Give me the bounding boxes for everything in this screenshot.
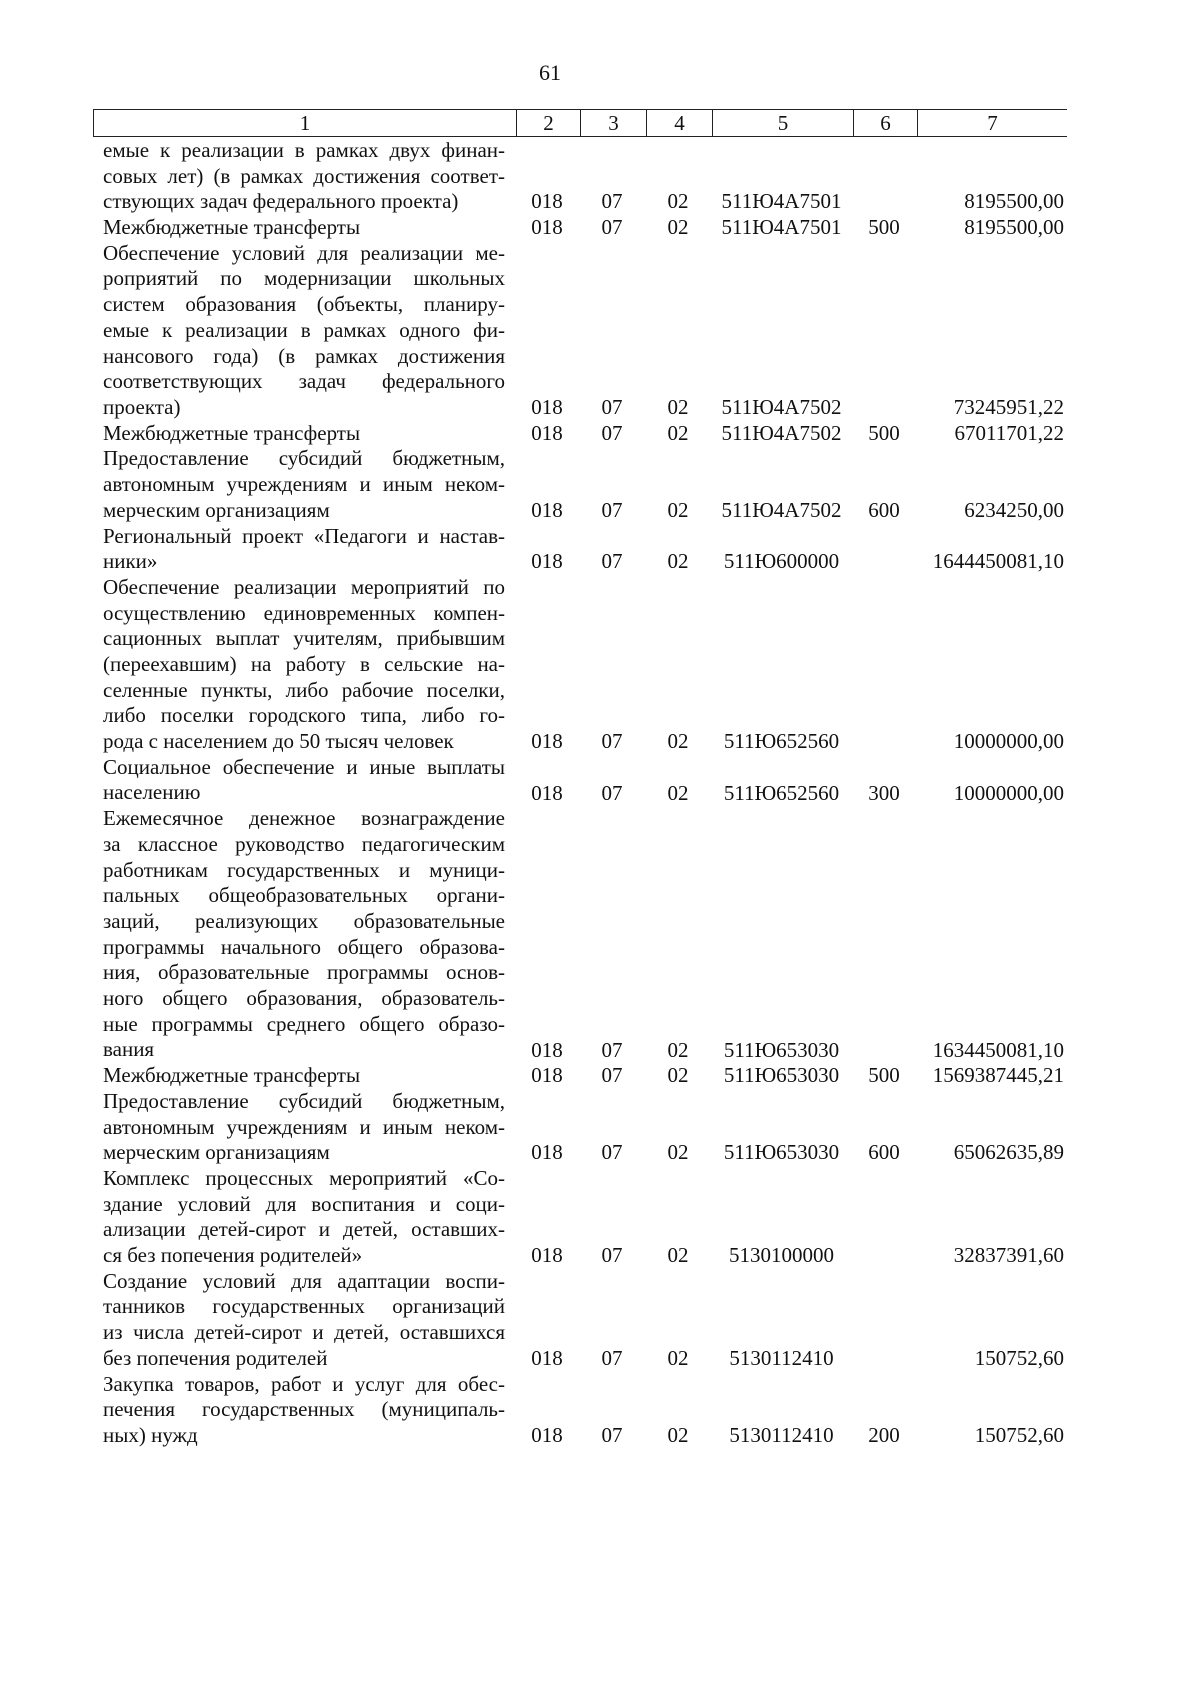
col-4-subsection: 02 <box>667 1243 689 1268</box>
description-line: Предоставление субсидий бюджетным, <box>103 1088 505 1113</box>
row-description <box>103 575 505 755</box>
col-3-section: 07 <box>601 780 623 805</box>
col-7-amount: 1569387445,21 <box>932 1063 1064 1088</box>
description-line: соответствующих задач федерального <box>103 369 505 394</box>
col-3-section: 07 <box>601 729 623 754</box>
row-description <box>103 215 505 241</box>
col-5-target-article: 511Ю4А7502 <box>721 395 842 419</box>
col-7-amount: 67011701,22 <box>954 420 1064 445</box>
table-row <box>0 806 1100 1063</box>
description-line: систем образования (объекты, планиру- <box>103 292 505 317</box>
col-6-expense-type: 600 <box>868 497 900 522</box>
description-line: роприятий по модернизации школьных <box>103 266 505 291</box>
description-line: селенные пункты, либо рабочие поселки, <box>103 677 505 702</box>
col-3-section: 07 <box>601 549 623 574</box>
header-col-6: 6 <box>854 110 918 136</box>
table-row <box>0 215 1100 241</box>
row-description <box>103 1372 505 1449</box>
col-2-code: 018 <box>531 780 563 805</box>
col-5-target-article: 511Ю4А7502 <box>721 420 842 445</box>
table-row <box>0 241 1100 421</box>
col-7-amount: 10000000,00 <box>953 780 1064 805</box>
description-line: печения государственных (муниципаль- <box>103 1397 505 1422</box>
col-6-expense-type: 500 <box>868 1063 900 1088</box>
row-description <box>103 524 505 575</box>
description-line: Межбюджетные трансферты <box>103 215 361 240</box>
col-6-expense-type <box>852 1038 916 1064</box>
description-line: мерческим организациям <box>103 497 330 522</box>
description-line: танников государственных организаций <box>103 1294 505 1319</box>
col-7-amount: 8195500,00 <box>964 189 1064 214</box>
description-line: работникам государственных и муници- <box>103 857 505 882</box>
description-line: здание условий для воспитания и соци- <box>103 1191 505 1216</box>
description-line: ники» <box>103 549 158 574</box>
row-description <box>103 138 505 215</box>
description-line: ализации детей-сирот и детей, оставших- <box>103 1217 505 1242</box>
col-5-target-article: 511Ю4А7501 <box>721 189 842 214</box>
col-3-section: 07 <box>601 215 623 240</box>
col-7-amount: 6234250,00 <box>964 497 1064 522</box>
description-line: совых лет) (в рамках достижения соответ- <box>103 163 505 188</box>
col-2-code: 018 <box>531 395 563 419</box>
col-2-code: 018 <box>531 1140 563 1165</box>
table-row <box>0 421 1100 447</box>
col-3-section: 07 <box>601 395 623 419</box>
col-2-code: 018 <box>531 1243 563 1268</box>
description-line: вания <box>103 1037 155 1062</box>
row-description <box>103 446 505 523</box>
description-line: пальных общеобразовательных органи- <box>103 883 505 908</box>
description-line: емые к реализации в рамках двух финан- <box>103 138 505 162</box>
table-row <box>0 575 1100 755</box>
col-4-subsection: 02 <box>667 215 689 240</box>
header-col-5: 5 <box>713 110 854 136</box>
col-7-amount: 73245951,22 <box>953 395 1064 419</box>
description-line: Обеспечение условий для реализации ме- <box>103 240 505 265</box>
col-6-expense-type <box>852 1243 916 1269</box>
col-3-section: 07 <box>601 497 623 522</box>
row-description <box>103 1269 505 1372</box>
col-5-target-article: 511Ю652560 <box>723 729 840 754</box>
col-6-expense-type: 300 <box>868 780 900 805</box>
description-line: Обеспечение реализации мероприятий по <box>103 574 505 599</box>
col-6-expense-type: 500 <box>868 420 900 445</box>
col-7-amount: 1634450081,10 <box>932 1037 1064 1062</box>
col-7-amount: 150752,60 <box>974 1345 1064 1370</box>
col-2-code: 018 <box>531 549 563 574</box>
table-row <box>0 755 1100 806</box>
table-row <box>0 138 1100 215</box>
col-7-amount: 150752,60 <box>974 1423 1064 1447</box>
col-6-expense-type: 500 <box>868 215 900 240</box>
row-description <box>103 421 505 447</box>
description-line: Социальное обеспечение и иные выплаты <box>103 754 505 779</box>
col-5-target-article: 511Ю4А7501 <box>721 215 842 240</box>
description-line: рода с населением до 50 тысяч человек <box>103 729 454 754</box>
header-col-3: 3 <box>581 110 647 136</box>
description-line: Межбюджетные трансферты <box>103 1063 361 1088</box>
col-3-section: 07 <box>601 1345 623 1370</box>
table-row <box>0 524 1100 575</box>
table-row <box>0 1372 1100 1449</box>
col-6-expense-type <box>852 549 916 575</box>
row-description <box>103 1089 505 1166</box>
description-line: Закупка товаров, работ и услуг для обес- <box>103 1371 505 1396</box>
col-4-subsection: 02 <box>667 1423 689 1447</box>
header-col-7: 7 <box>987 111 998 135</box>
col-3-section: 07 <box>601 1423 623 1447</box>
col-6-expense-type <box>852 729 916 755</box>
col-3-section: 07 <box>601 1140 623 1165</box>
col-5-target-article: 5130112410 <box>729 1345 834 1370</box>
row-description <box>103 1166 505 1269</box>
col-6-expense-type <box>852 189 916 215</box>
description-line: ния, образовательные программы основ- <box>103 960 505 985</box>
header-col-1: 1 <box>94 110 517 136</box>
description-line: Комплекс процессных мероприятий «Со- <box>103 1166 505 1190</box>
col-4-subsection: 02 <box>667 1140 689 1165</box>
col-5-target-article: 511Ю653030 <box>723 1140 840 1165</box>
description-line: Региональный проект «Педагоги и настав- <box>103 523 505 548</box>
col-7-amount: 32837391,60 <box>953 1243 1064 1268</box>
col-3-section: 07 <box>601 420 623 445</box>
description-line: без попечения родителей <box>103 1345 328 1370</box>
table-row <box>0 1063 1100 1089</box>
page-number: 61 <box>539 60 561 85</box>
col-4-subsection: 02 <box>667 420 689 445</box>
description-line: автономным учреждениям и иным неком- <box>103 1114 505 1139</box>
description-line: емые к реализации в рамках одного фи- <box>103 317 505 342</box>
col-4-subsection: 02 <box>667 1037 689 1062</box>
col-3-section: 07 <box>601 1037 623 1062</box>
table-row <box>0 1269 1100 1372</box>
header-col-2: 2 <box>517 110 581 136</box>
col-2-code: 018 <box>531 1063 563 1088</box>
col-5-target-article: 511Ю652560 <box>723 780 840 805</box>
col-6-expense-type: 600 <box>868 1140 900 1165</box>
col-4-subsection: 02 <box>667 497 689 522</box>
description-line: нансового года) (в рамках достижения <box>103 343 505 368</box>
col-5-target-article: 511Ю653030 <box>723 1037 840 1062</box>
col-2-code: 018 <box>531 420 563 445</box>
description-line: Предоставление субсидий бюджетным, <box>103 446 505 471</box>
col-6-expense-type <box>852 395 916 421</box>
description-line: ного общего образования, образователь- <box>103 986 505 1010</box>
description-line: автономным учреждениям и иным неком- <box>103 472 505 497</box>
col-3-section: 07 <box>601 1063 623 1088</box>
col-7-amount: 10000000,00 <box>953 729 1064 754</box>
description-line: Межбюджетные трансферты <box>103 420 361 445</box>
description-line: осуществлению единовременных компен- <box>103 600 505 625</box>
col-7-amount: 1644450081,10 <box>932 549 1064 574</box>
col-5-target-article: 511Ю653030 <box>723 1063 840 1088</box>
col-2-code: 018 <box>531 497 563 522</box>
col-4-subsection: 02 <box>667 395 689 419</box>
col-4-subsection: 02 <box>667 549 689 574</box>
header-col-4: 4 <box>647 110 713 136</box>
row-description <box>103 755 505 806</box>
col-2-code: 018 <box>531 215 563 240</box>
col-4-subsection: 02 <box>667 780 689 805</box>
col-3-section: 07 <box>601 189 623 214</box>
col-4-subsection: 02 <box>667 1345 689 1370</box>
row-description <box>103 241 505 421</box>
col-5-target-article: 5130112410 <box>729 1423 834 1447</box>
description-line: программы начального общего образова- <box>103 934 505 959</box>
description-line: мерческим организациям <box>103 1140 330 1165</box>
col-4-subsection: 02 <box>667 189 689 214</box>
col-3-section: 07 <box>601 1243 623 1268</box>
description-line: из числа детей-сирот и детей, оставшихся <box>103 1320 505 1345</box>
description-line: за классное руководство педагогическим <box>103 831 505 856</box>
row-description <box>103 806 505 1063</box>
description-line: проекта) <box>103 394 181 419</box>
table-row <box>0 1166 1100 1269</box>
description-line: сационных выплат учителям, прибывшим <box>103 626 505 651</box>
col-2-code: 018 <box>531 1423 563 1447</box>
description-line: ные программы среднего общего образо- <box>103 1011 505 1036</box>
col-6-expense-type <box>852 1346 916 1372</box>
description-line: ных) нужд <box>103 1422 198 1447</box>
col-6-expense-type: 200 <box>868 1423 900 1447</box>
col-2-code: 018 <box>531 1037 563 1062</box>
col-7-amount: 65062635,89 <box>953 1140 1064 1165</box>
col-5-target-article: 511Ю4А7502 <box>721 497 842 522</box>
col-2-code: 018 <box>531 189 563 214</box>
description-line: либо поселки городского типа, либо го- <box>103 703 505 728</box>
table-row <box>0 446 1100 523</box>
description-line: Создание условий для адаптации воспи- <box>103 1268 505 1293</box>
col-5-target-article: 5130100000 <box>729 1243 834 1268</box>
description-line: (переехавшим) на работу в сельские на- <box>103 651 505 676</box>
col-2-code: 018 <box>531 729 563 754</box>
table-header <box>93 109 1067 137</box>
col-7-amount: 8195500,00 <box>964 215 1064 240</box>
description-line: заций, реализующих образовательные <box>103 908 505 933</box>
description-line: населению <box>103 780 201 805</box>
description-line: ствующих задач федерального проекта) <box>103 189 459 214</box>
col-4-subsection: 02 <box>667 729 689 754</box>
col-4-subsection: 02 <box>667 1063 689 1088</box>
col-2-code: 018 <box>531 1345 563 1370</box>
description-line: ся без попечения родителей» <box>103 1243 363 1268</box>
table-row <box>0 1089 1100 1166</box>
col-5-target-article: 511Ю600000 <box>723 549 840 574</box>
description-line: Ежемесячное денежное вознаграждение <box>103 806 505 831</box>
row-description <box>103 1063 505 1089</box>
